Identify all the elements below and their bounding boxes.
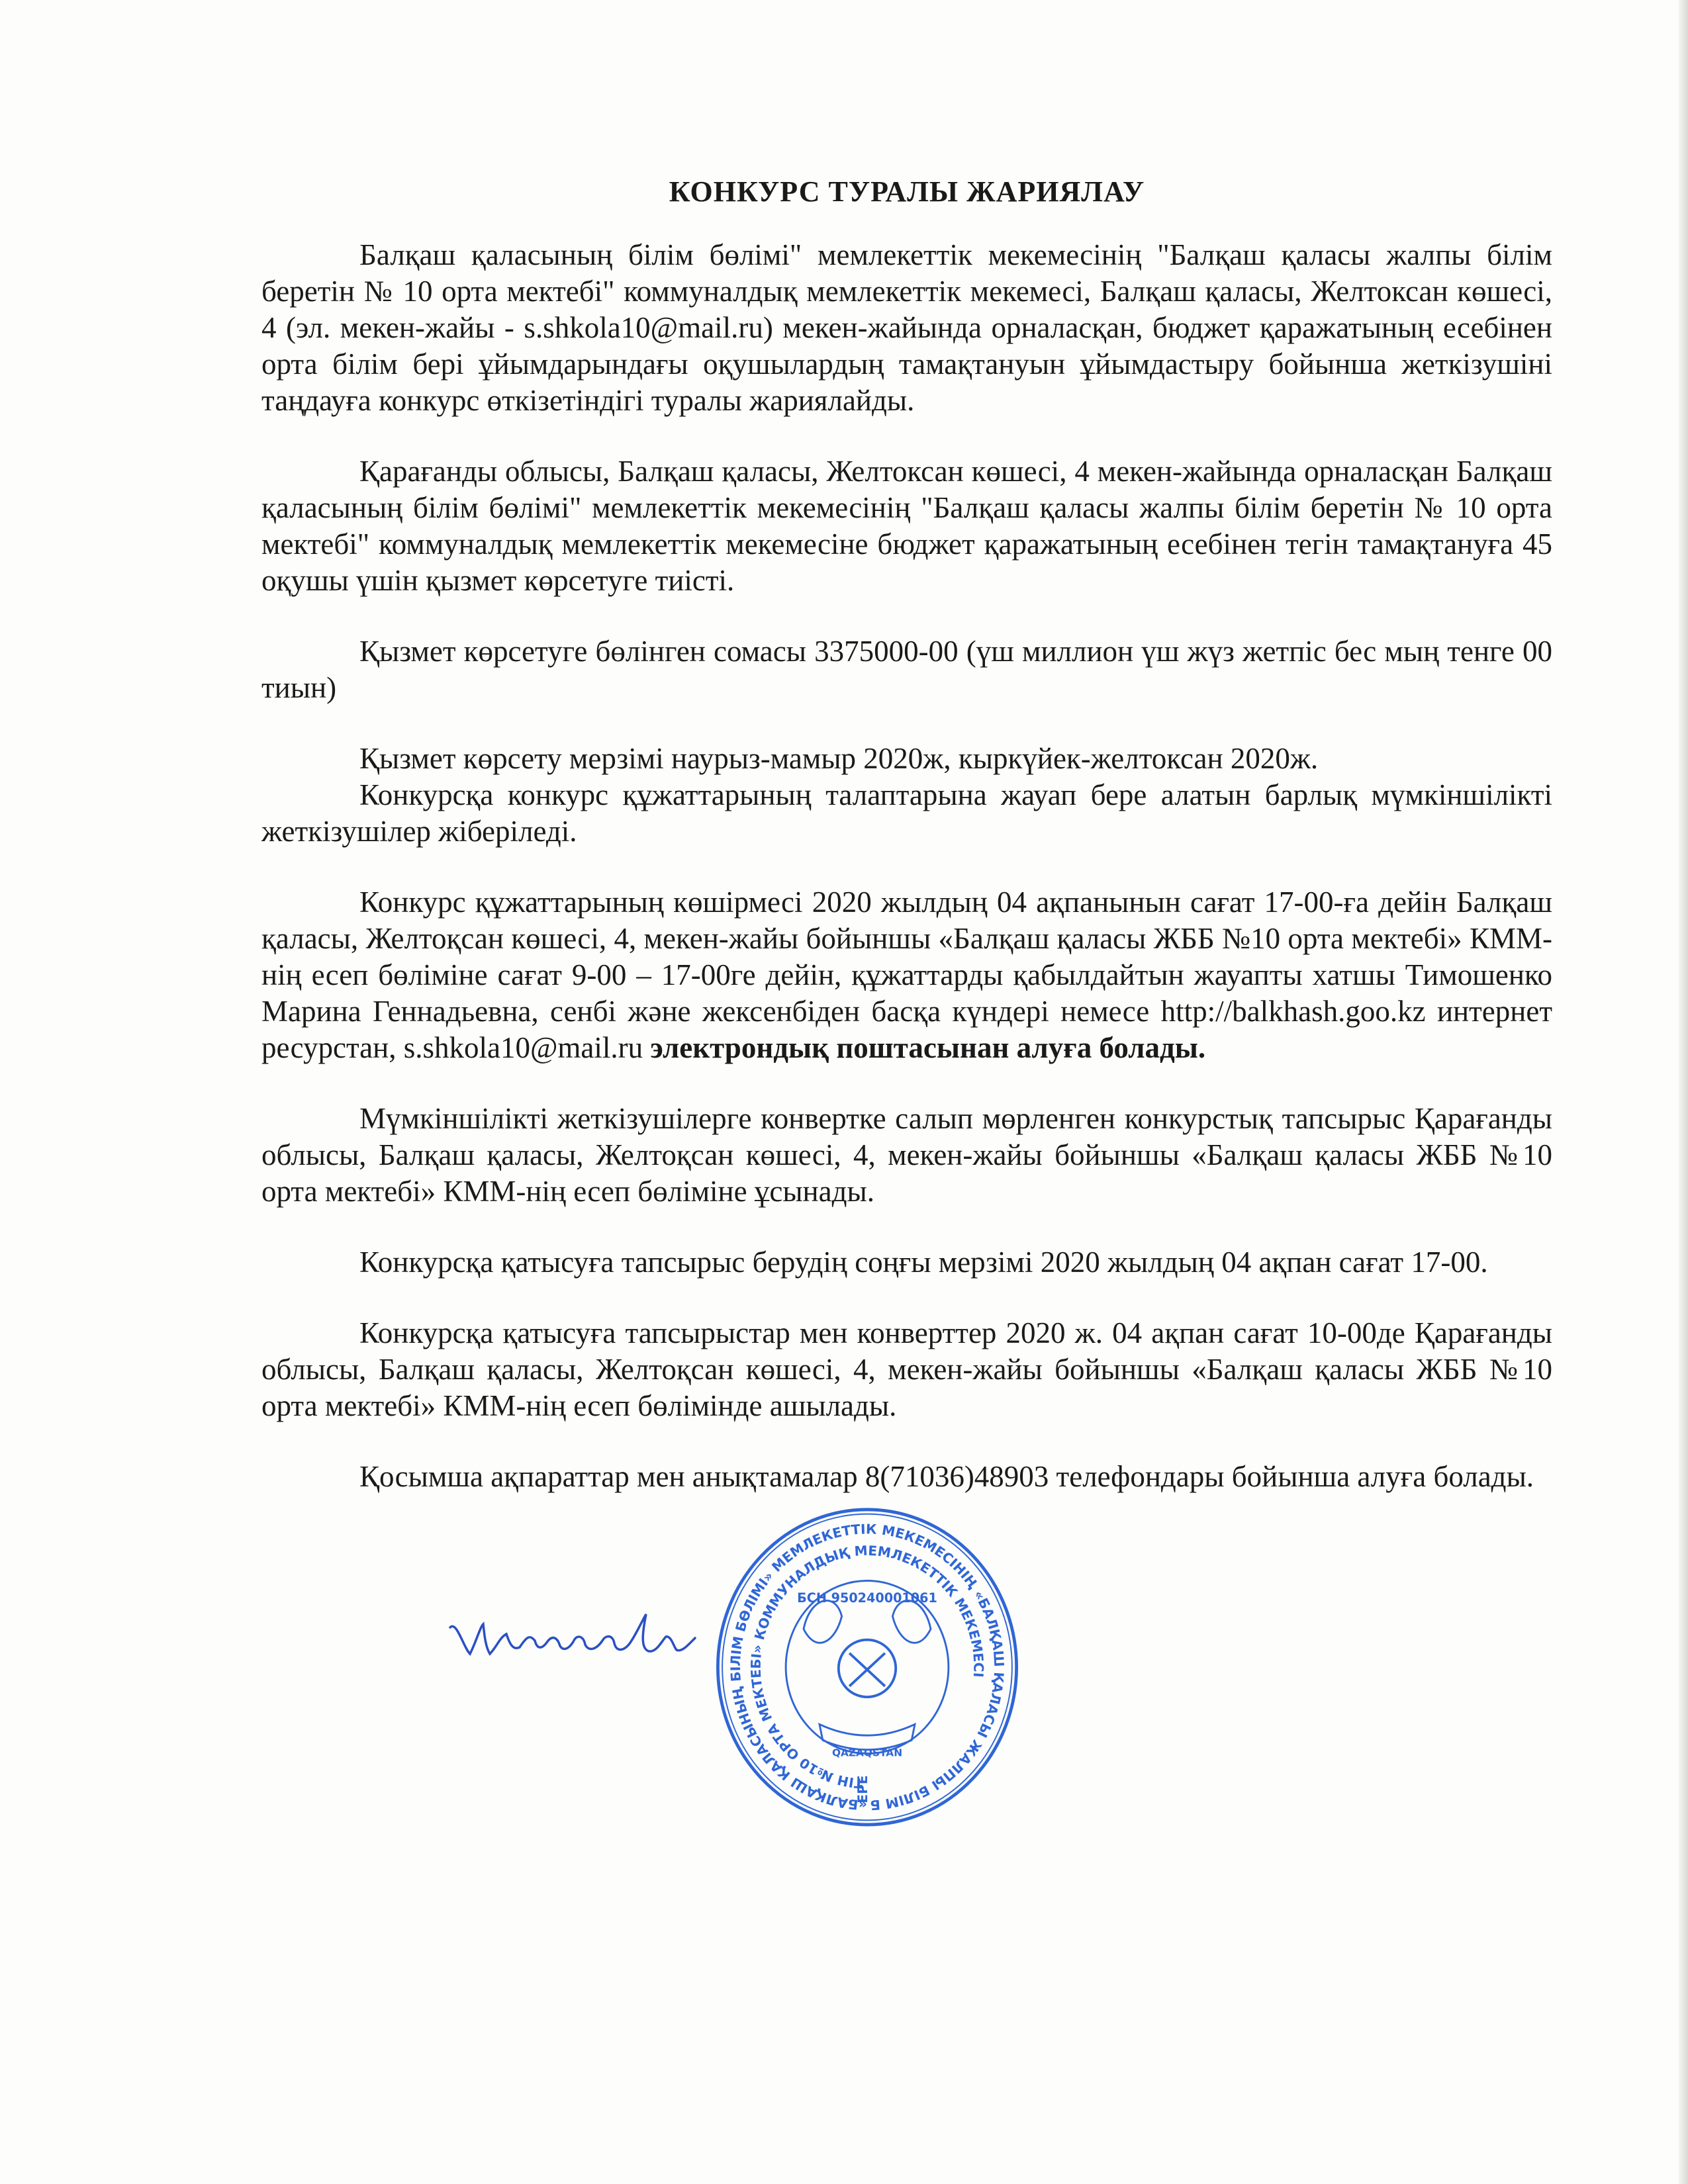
svg-text:«БАЛҚАШ ҚАЛАСЫНЫҢ БІЛІМ БӨЛІМІ [727, 1521, 1007, 1813]
seal-outer-text: «БАЛҚАШ ҚАЛАСЫНЫҢ БІЛІМ БӨЛІМІ» МЕМЛЕКЕТТІК МЕКЕМЕСІНІҢ «БАЛҚАШ ҚАЛАСЫ ЖАЛПЫ БІЛІМ БЕРЕТІН №10 ОРТА МЕКТЕБІ» КОММУНАЛДЫҚ МЕМЛЕКЕТТІК МЕКЕМЕСІ [727, 1521, 1008, 1813]
paragraph-documents [261, 884, 1552, 1066]
document-title: КОНКУРС ТУРАЛЫ ЖАРИЯЛАУ [669, 175, 1145, 208]
documents-bold-tail: электрондық поштасынан алуға болады. [650, 1031, 1206, 1064]
paragraph-amount: Қызмет көрсетуге бөлінген сомасы 3375000-00 (үш миллион үш жүз жетпіс бес мың тенге 00 тиын) [261, 635, 1552, 704]
paragraph-announcement: Балқаш қаласының білім бөлімі" мемлекеттік мекемесінің "Балқаш қаласы жалпы білім беретін № 10 орта мектебі" коммуналдық мемлекеттік мекемесі, Балқаш қаласы, Желтоксан көшесі, 4 (эл. мекен-жайы - s.shkola10@mail.ru) мекен-жайында орналасқан, бюджет қаражатының есебінен орта білім бері ұйымдарындағы оқушылардың тамақтануын ұйымдастыру бойынша жеткізушіні таңдауға конкурс өткізетіндігі туралы жариялайды. [261, 238, 1552, 417]
paragraph-deadline: Конкурсқа қатысуға тапсырыс берудің соңғы мерзімі 2020 жылдың 04 ақпан сағат 17-00. [359, 1246, 1488, 1279]
paragraph-contacts: Қосымша ақпараттар мен анықтамалар 8(71036)48903 телефондары бойынша алуға болады. [359, 1460, 1534, 1493]
documents-text: Конкурс құжаттарының көшірмесі 2020 жылдың 04 ақпанынын сағат 17-00-ға дейін Балқаш қаласы, Желтоқсан көшесі, 4, мекен-жайы бойыншы «Балқаш қаласы ЖББ №10 орта мектебі» КММ-нің есеп бөліміне сағат 9-00 – 17-00ге дейін, құжаттарды қабылдайтын жауапты хатшы Тимошенко Марина Геннадьевна, сенбі және жексенбіден басқа күндері немесе http://balkhash.goo.kz интернет ресурстан, s.shkola10@mail.ru [261, 886, 1552, 1064]
paragraph-submission: Мүмкіншілікті жеткізушілерге конвертке салып мөрленген конкурстық тапсырыс Қарағанды облысы, Балқаш қаласы, Желтоқсан көшесі, 4, мекен-жайы бойыншы «Балқаш қаласы ЖББ №10 орта мектебі» КММ-нің есеп бөліміне ұсынады. [261, 1102, 1552, 1208]
seal-emblem-text: QAZAQSTAN [831, 1747, 903, 1759]
handwritten-signature [444, 1601, 708, 1674]
scan-edge [1679, 0, 1688, 2184]
paragraph-eligibility: Конкурсқа конкурс құжаттарының талаптарына жауап бере алатын барлық мүмкіншілікті жеткізушілер жіберіледі. [261, 778, 1552, 848]
paragraph-opening: Конкурсқа қатысуға тапсырыстар мен конверттер 2020 ж. 04 ақпан сағат 10-00де Қарағанды облысы, Балқаш қаласы, Желтоқсан көшесі, 4, мекен-жайы бойыншы «Балқаш қаласы ЖББ №10 орта мектебі» КММ-нің есеп бөлімінде ашылады. [261, 1316, 1552, 1422]
paragraph-period: Қызмет көрсету мерзімі наурыз-мамыр 2020ж, кыркүйек-желтоксан 2020ж. [359, 742, 1319, 775]
paragraph-service-scope: Қарағанды облысы, Балқаш қаласы, Желтоксан көшесі, 4 мекен-жайында орналасқан Балқаш қаласының білім бөлімі" мемлекеттік мекемесінің "Балқаш қаласы жалпы білім беретін № 10 орта мектебі" коммуналдық мемлекеттік мекемесіне бюджет қаражатының есебінен тегін тамақтануға 45 оқушы үшін қызмет көрсетуге тиісті. [261, 455, 1552, 597]
signature-block [261, 1502, 1552, 1833]
seal-bin: БСН 950240001061 [797, 1590, 937, 1606]
official-seal [708, 1502, 1026, 1833]
document-body [261, 173, 1552, 1833]
